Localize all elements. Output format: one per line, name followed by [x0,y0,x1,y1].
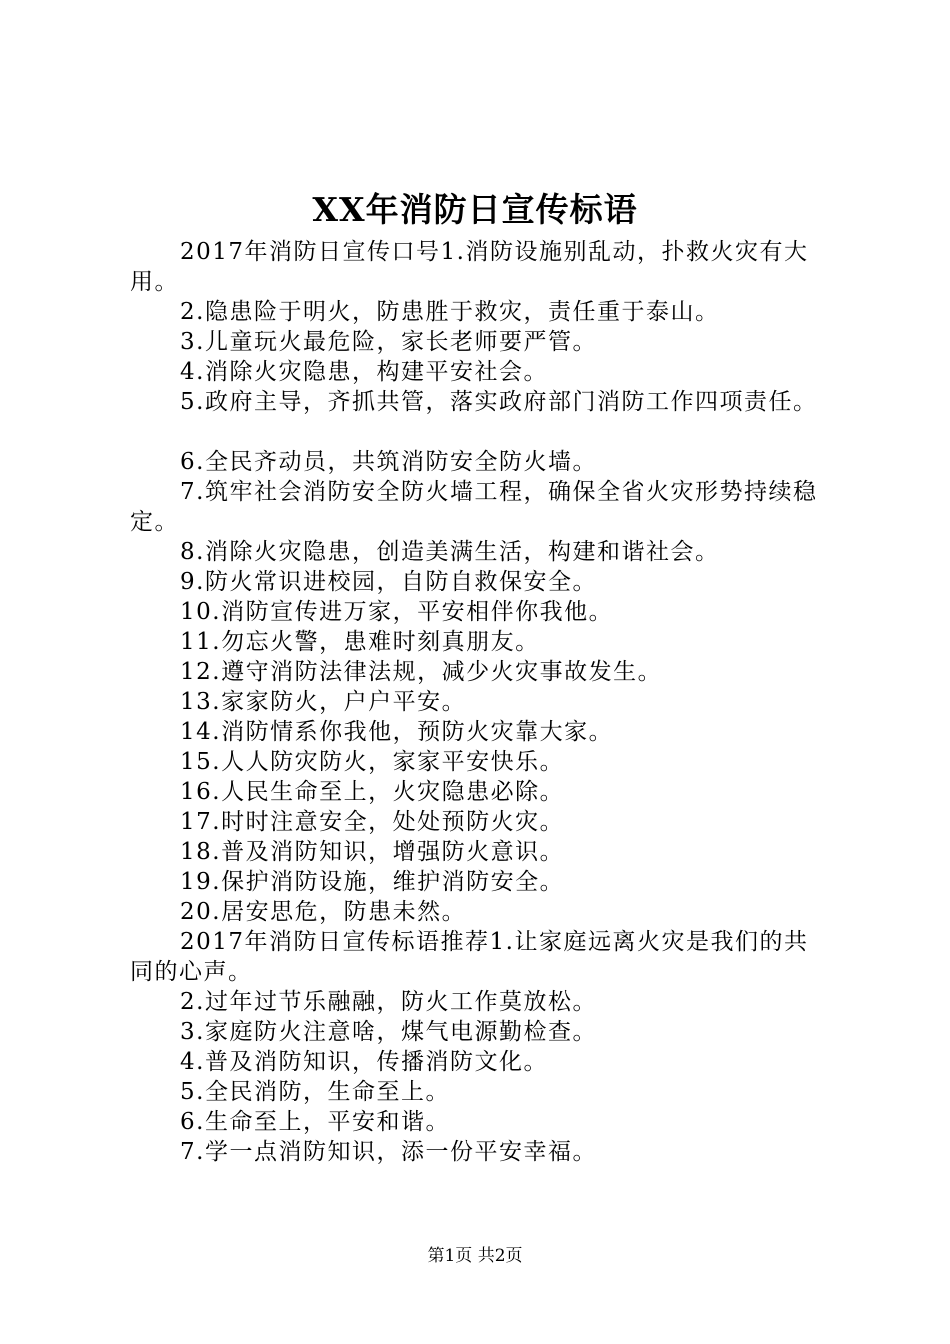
paragraph: 18.普及消防知识，增强防火意识。 [180,839,565,865]
paragraph: 2.过年过节乐融融，防火工作莫放松。 [180,989,597,1015]
paragraph: 8.消除火灾隐患，创造美满生活，构建和谐社会。 [180,539,720,565]
paragraph: 2.隐患险于明火，防患胜于救灾，责任重于泰山。 [180,299,720,325]
paragraph: 3.儿童玩火最危险，家长老师要严管。 [180,329,597,355]
paragraph: 5.政府主导，齐抓共管，落实政府部门消防工作四项责任。 [180,389,818,415]
paragraph: 6.生命至上，平安和谐。 [180,1109,450,1135]
page-footer: 第1页 共2页 [427,1246,523,1266]
paragraph: 5.全民消防，生命至上。 [180,1079,450,1105]
document-title: XX年消防日宣传标语 [312,190,638,229]
paragraph: 12.遵守消防法律法规，减少火灾事故发生。 [180,659,663,685]
paragraph: 3.家庭防火注意啥，煤气电源勤检查。 [180,1019,597,1045]
paragraph: 11.勿忘火警，患难时刻真朋友。 [180,629,540,655]
paragraph: 2017年消防日宣传标语推荐1.让家庭远离火灾是我们的共同的心声。 [130,929,809,985]
blank-line [130,417,830,447]
paragraph: 7.学一点消防知识，添一份平安幸福。 [180,1139,597,1165]
paragraph: 16.人民生命至上，火灾隐患必除。 [180,779,565,805]
paragraph: 15.人人防灾防火，家家平安快乐。 [180,749,565,775]
paragraph: 10.消防宣传进万家，平安相伴你我他。 [180,599,614,625]
paragraph: 6.全民齐动员，共筑消防安全防火墙。 [180,449,597,475]
paragraph: 14.消防情系你我他，预防火灾靠大家。 [180,719,614,745]
paragraph: 17.时时注意安全，处处预防火灾。 [180,809,565,835]
paragraph: 13.家家防火，户户平安。 [180,689,467,715]
paragraph: 4.消除火灾隐患，构建平安社会。 [180,359,548,385]
paragraph: 20.居安思危，防患未然。 [180,899,467,925]
document-body [130,237,830,1167]
paragraph: 9.防火常识进校园，自防自救保安全。 [180,569,597,595]
paragraph: 4.普及消防知识，传播消防文化。 [180,1049,548,1075]
paragraph: 7.筑牢社会消防安全防火墙工程，确保全省火灾形势持续稳定。 [130,479,818,535]
paragraph: 19.保护消防设施，维护消防安全。 [180,869,565,895]
paragraph: 2017年消防日宣传口号1.消防设施别乱动，扑救火灾有大用。 [130,239,809,295]
